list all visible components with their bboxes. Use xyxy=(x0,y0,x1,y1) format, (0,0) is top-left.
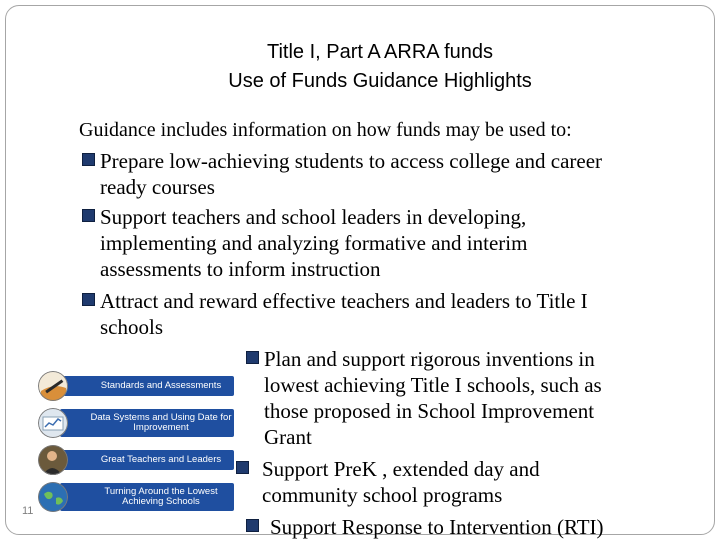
sidebar-item-data-systems xyxy=(38,408,234,438)
sidebar-bar xyxy=(60,376,234,396)
sidebar-bar xyxy=(60,483,234,511)
sidebar-item-label: Standards and Assessments xyxy=(100,380,222,391)
sidebar-item-label: Turning Around the Lowest Achieving Schools xyxy=(104,486,218,507)
bullet-box-icon xyxy=(246,519,259,532)
bullet-line: Plan and support rigorous inventions in xyxy=(264,347,595,371)
bullet-line: implementing and analyzing formative and interim xyxy=(100,231,528,255)
slide-title-line2: Use of Funds Guidance Highlights xyxy=(228,70,532,92)
bullet-college-career xyxy=(82,148,602,200)
slide-title-line1: Title I, Part A ARRA funds xyxy=(266,41,494,63)
bullet-box-icon xyxy=(82,209,95,222)
bullet-line: ready courses xyxy=(100,175,215,199)
bullet-box-icon xyxy=(236,461,249,474)
bullet-line: community school programs xyxy=(262,483,503,507)
bullet-rti xyxy=(246,514,604,540)
bullet-line: Support Response to Intervention (RTI) xyxy=(270,515,604,539)
bullet-line: Prepare low-achieving students to access college and career xyxy=(100,149,603,173)
bullet-box-icon xyxy=(82,153,95,166)
bullet-line: Grant xyxy=(264,425,312,449)
sidebar-item-label: Data Systems and Using Date for Improvement xyxy=(90,412,232,433)
globe-icon xyxy=(38,482,68,512)
sidebar-bar xyxy=(60,409,234,437)
bullet-attract-reward xyxy=(82,288,588,340)
bullet-line: Support teachers and school leaders in developing, xyxy=(100,205,527,229)
pen-writing-icon xyxy=(38,371,68,401)
bullet-rigorous-inventions xyxy=(246,346,602,450)
bullet-box-icon xyxy=(82,293,95,306)
sidebar-bar xyxy=(60,450,234,470)
teacher-icon xyxy=(38,445,68,475)
bullet-line: assessments to inform instruction xyxy=(100,257,381,281)
bullet-line: Attract and reward effective teachers and leaders to Title I xyxy=(100,289,588,313)
bullet-line: schools xyxy=(100,315,163,339)
bullet-support-teachers xyxy=(82,204,527,282)
sidebar-item-label: Great Teachers and Leaders xyxy=(100,454,222,465)
data-chart-icon xyxy=(38,408,68,438)
sidebar-item-turnaround xyxy=(38,482,234,512)
intro-text: Guidance includes information on how funds may be used to: xyxy=(79,119,572,141)
bullet-line: those proposed in School Improvement xyxy=(264,399,595,423)
sidebar-item-teachers xyxy=(38,445,234,475)
bullet-prek xyxy=(236,456,540,508)
page-number: 11 xyxy=(22,505,34,517)
bullet-line: lowest achieving Title I schools, such as xyxy=(264,373,602,397)
bullet-line: Support PreΚ , extended day and xyxy=(262,457,540,481)
sidebar-item-standards xyxy=(38,371,234,401)
bullet-box-icon xyxy=(246,351,259,364)
